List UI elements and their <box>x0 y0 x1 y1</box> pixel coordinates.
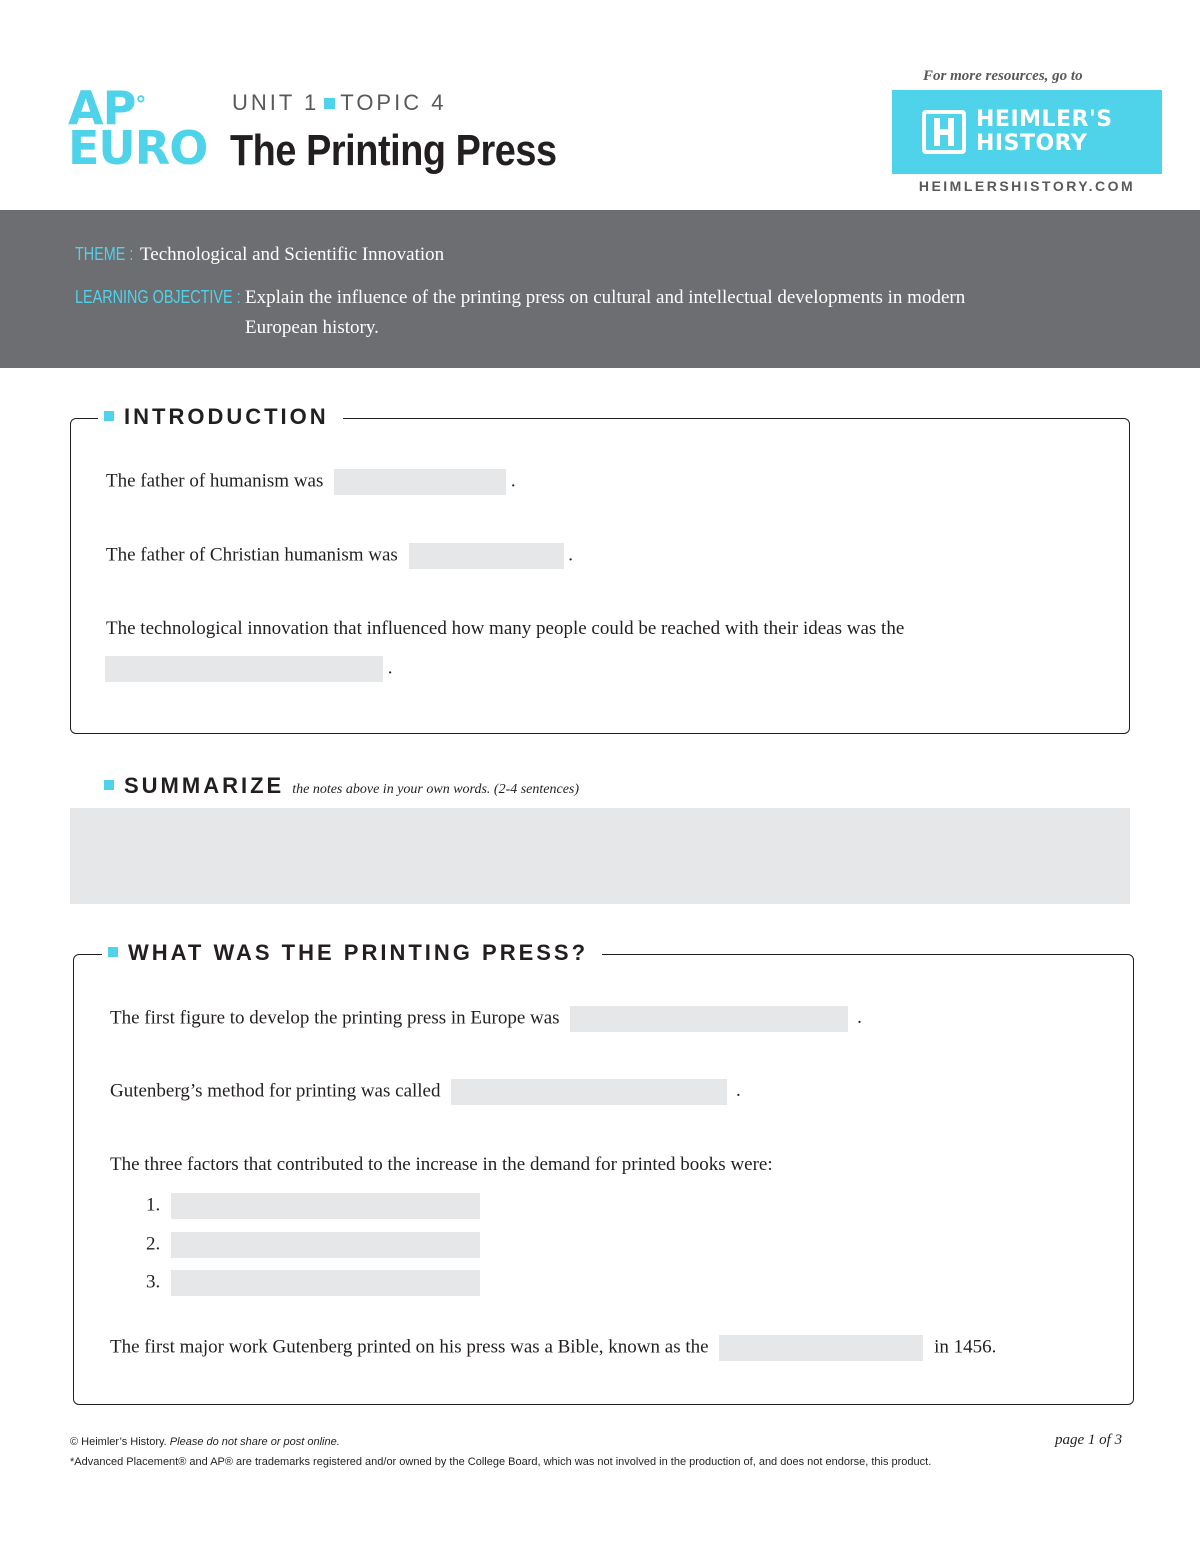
press-question-1: The first figure to develop the printing press in Europe was . <box>110 1006 862 1032</box>
ap-euro-logo <box>68 81 218 178</box>
answer-blank-christian-humanism[interactable] <box>409 543 564 569</box>
summarize-heading: SUMMARIZE the notes above in your own words. (2-4 sentences) <box>98 773 593 799</box>
theme-text: Technological and Scientific Innovation <box>140 244 445 265</box>
unit-label: UNIT 1 <box>232 90 320 115</box>
press-question-4: The first major work Gutenberg printed on his press was a Bible, known as the in 1456. <box>110 1335 996 1361</box>
brand-url: HEIMLERSHISTORY.COM <box>918 178 1136 194</box>
introduction-heading: INTRODUCTION <box>98 404 343 430</box>
objective-label: LEARNING OBJECTIVE : <box>75 287 241 307</box>
intro-question-3: The technological innovation that influenced how many people could be reached with their ideas was the <box>106 618 905 639</box>
q-text: The father of humanism was <box>106 470 324 492</box>
logo-degree: ° <box>135 93 146 118</box>
heimlers-history-logo <box>892 90 1162 174</box>
theme-row <box>75 244 148 265</box>
page-number: page 1 of 3 <box>1055 1432 1123 1448</box>
footer-notice: Please do not share or post online. <box>169 1436 340 1448</box>
logo-euro-text: EURO <box>68 121 208 175</box>
brand-line2: HISTORY <box>976 131 1088 156</box>
accent-square <box>104 780 114 790</box>
summary-text-area[interactable] <box>70 808 1130 904</box>
answer-blank-factor-2[interactable] <box>171 1232 480 1258</box>
answer-blank-first-figure[interactable] <box>570 1006 848 1032</box>
intro-question-2: The father of Christian humanism was . <box>106 543 573 569</box>
answer-blank-printing-method[interactable] <box>451 1079 727 1105</box>
summarize-hint: the notes above in your own words. (2-4 sentences) <box>292 782 580 797</box>
answer-blank-factor-1[interactable] <box>171 1193 480 1219</box>
brand-line1: HEIMLER'S <box>976 107 1113 132</box>
accent-square <box>108 947 118 957</box>
logo-ap-text: AP <box>68 81 136 135</box>
factor-item-2: 2. <box>146 1232 480 1258</box>
press-question-3: The three factors that contributed to the increase in the demand for printed books were: <box>110 1154 773 1175</box>
answer-blank-father-humanism[interactable] <box>334 469 506 495</box>
q-text: The first figure to develop the printing press in Europe was <box>110 1007 560 1029</box>
theme-label: THEME : <box>75 244 134 264</box>
factor-item-1: 1. <box>146 1193 480 1219</box>
intro-question-3-answer: . <box>105 656 393 682</box>
unit-topic-line <box>232 90 446 116</box>
q-text: Gutenberg’s method for printing was called <box>110 1080 441 1102</box>
q-text: The father of Christian humanism was <box>106 544 398 566</box>
topic-label: TOPIC 4 <box>340 90 447 115</box>
resources-note: For more resources, go to <box>923 68 1083 84</box>
heimler-h-icon <box>922 110 966 154</box>
answer-blank-bible-name[interactable] <box>719 1335 923 1361</box>
footer-trademark: *Advanced Placement® and AP® are trademarks registered and/or owned by the College Board, which was not involved in the production of, and does not endorse, this product. <box>70 1456 932 1468</box>
intro-question-1: The father of humanism was . <box>106 469 516 495</box>
footer-copyright: © Heimler’s History. Please do not share or post online. <box>70 1436 340 1448</box>
accent-square <box>324 98 335 109</box>
q-text: The first major work Gutenberg printed on his press was a Bible, known as the <box>110 1336 709 1358</box>
objective-line1: Explain the influence of the printing press on cultural and intellectual developments in modern <box>245 287 966 308</box>
page-title: The Printing Press <box>230 126 557 175</box>
objective-text <box>245 283 965 343</box>
press-question-2: Gutenberg’s method for printing was called . <box>110 1079 741 1105</box>
answer-blank-technological-innovation[interactable] <box>105 656 383 682</box>
brand-name <box>976 108 1113 156</box>
answer-blank-factor-3[interactable] <box>171 1270 480 1296</box>
objective-line2: European history. <box>245 317 379 338</box>
printing-press-heading: WHAT WAS THE PRINTING PRESS? <box>102 940 602 966</box>
factor-item-3: 3. <box>146 1270 480 1296</box>
introduction-section <box>70 418 1130 734</box>
accent-square <box>104 411 114 421</box>
